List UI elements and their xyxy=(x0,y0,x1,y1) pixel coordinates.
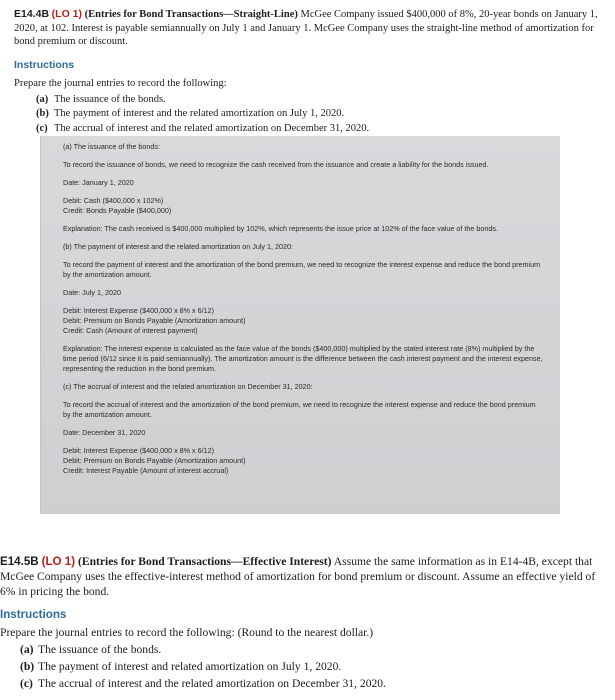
section-b-date: Date: July 1, 2020 xyxy=(63,288,121,297)
section-c-heading: (c) The accrual of interest and the related amortization on December 31, 2020: xyxy=(63,382,313,391)
section-b-intro: To record the payment of interest and the amortization of the bond premium, we need to recognize the interest expense and reduce the bond premium by the amortization amount. xyxy=(63,260,541,279)
prepare-text: Prepare the journal entries to record the following: (Round to the nearest dollar.) xyxy=(0,626,374,639)
problem-header xyxy=(0,554,612,599)
section-a-explanation: Explanation: The cash received is $400,000 multiplied by 102%, which represents the issue price at 102% of the face value of the bonds. xyxy=(63,224,498,233)
section-b-debit-2: Debit: Premium on Bonds Payable (Amortization amount) xyxy=(63,316,246,325)
problem-title: (Entries for Bond Transactions—Straight-Line) xyxy=(84,9,298,20)
problem-body: McGee Company issued $400,000 of 8%, 20-year bonds on January 1, 2020, at 102. Interest is payable semiannually on July 1 and January 1. McGee Company uses the straight-line method of amortization for bond premium or discount. xyxy=(14,9,598,47)
problem-title: (Entries for Bond Transactions—Effective Interest) xyxy=(77,555,332,568)
section-c-date: Date: December 31, 2020 xyxy=(63,428,146,437)
problem-number: E14.5B xyxy=(0,555,39,568)
section-a-date: Date: January 1, 2020 xyxy=(63,178,134,187)
list-item: (a) The issuance of the bonds. xyxy=(36,93,166,105)
problem-body: Assume the same information as in E14-4B, except that McGee Company uses the effective-interest method of amortization for bond premium or discount. Assume an effective yield of 6% in pricing the bond. xyxy=(0,555,596,598)
prepare-text: Prepare the journal entries to record the following: xyxy=(14,78,227,89)
problem-number: E14.4B xyxy=(14,8,50,20)
section-c-intro: To record the accrual of interest and the amortization of the bond premium, we need to recognize the interest expense and reduce the bond premium by the amortization amount. xyxy=(63,400,536,419)
list-item: (a) The issuance of the bonds. xyxy=(20,643,162,656)
section-c-debit-1: Debit: Interest Expense ($400,000 x 8% x 6/12) xyxy=(63,446,215,455)
list-item: (c) The accrual of interest and the related amortization on December 31, 2020. xyxy=(36,122,370,134)
learning-objective: (LO 1) xyxy=(51,8,82,20)
section-b-explanation: Explanation: The interest expense is calculated as the face value of the bonds ($400,000) multiplied by the stated interest rate (8%) multiplied by the time period (6/12 since it is paid semiannually). The amortization amount is the difference between the cash interest payment and the interest expense, representing the reduction in the bond premium. xyxy=(63,344,543,373)
problem-header xyxy=(14,8,606,49)
section-a-heading: (a) The issuance of the bonds: xyxy=(63,142,160,151)
section-c-debit-2: Debit: Premium on Bonds Payable (Amortization amount) xyxy=(63,456,246,465)
section-a-intro: To record the issuance of bonds, we need to recognize the cash received from the issuance and create a liability for the bonds issued. xyxy=(63,160,489,169)
instructions-heading: Instructions xyxy=(14,58,75,71)
answer-sheet xyxy=(40,136,560,514)
section-a-credit: Credit: Bonds Payable ($400,000) xyxy=(63,206,172,215)
section-b-heading: (b) The payment of interest and the related amortization on July 1, 2020: xyxy=(63,242,293,251)
list-item: (b) The payment of interest and the related amortization on July 1, 2020. xyxy=(36,108,345,119)
problem-e14-4b xyxy=(14,8,606,136)
list-item: (c) The accrual of interest and the related amortization on December 31, 2020. xyxy=(20,677,386,690)
list-item: (b) The payment of interest and related amortization on July 1, 2020. xyxy=(20,660,342,673)
instructions-heading: Instructions xyxy=(0,608,67,621)
parts-list xyxy=(36,93,606,136)
section-b-debit-1: Debit: Interest Expense ($400,000 x 8% x 6/12) xyxy=(63,306,215,315)
section-a-debit: Debit: Cash ($400,000 x 102%) xyxy=(63,196,164,205)
section-b-credit: Credit: Cash (Amount of interest payment) xyxy=(63,326,198,335)
parts-list xyxy=(20,642,612,691)
section-c-credit: Credit: Interest Payable (Amount of interest accrual) xyxy=(63,466,229,475)
problem-e14-5b xyxy=(0,554,612,693)
learning-objective: (LO 1) xyxy=(41,555,76,568)
